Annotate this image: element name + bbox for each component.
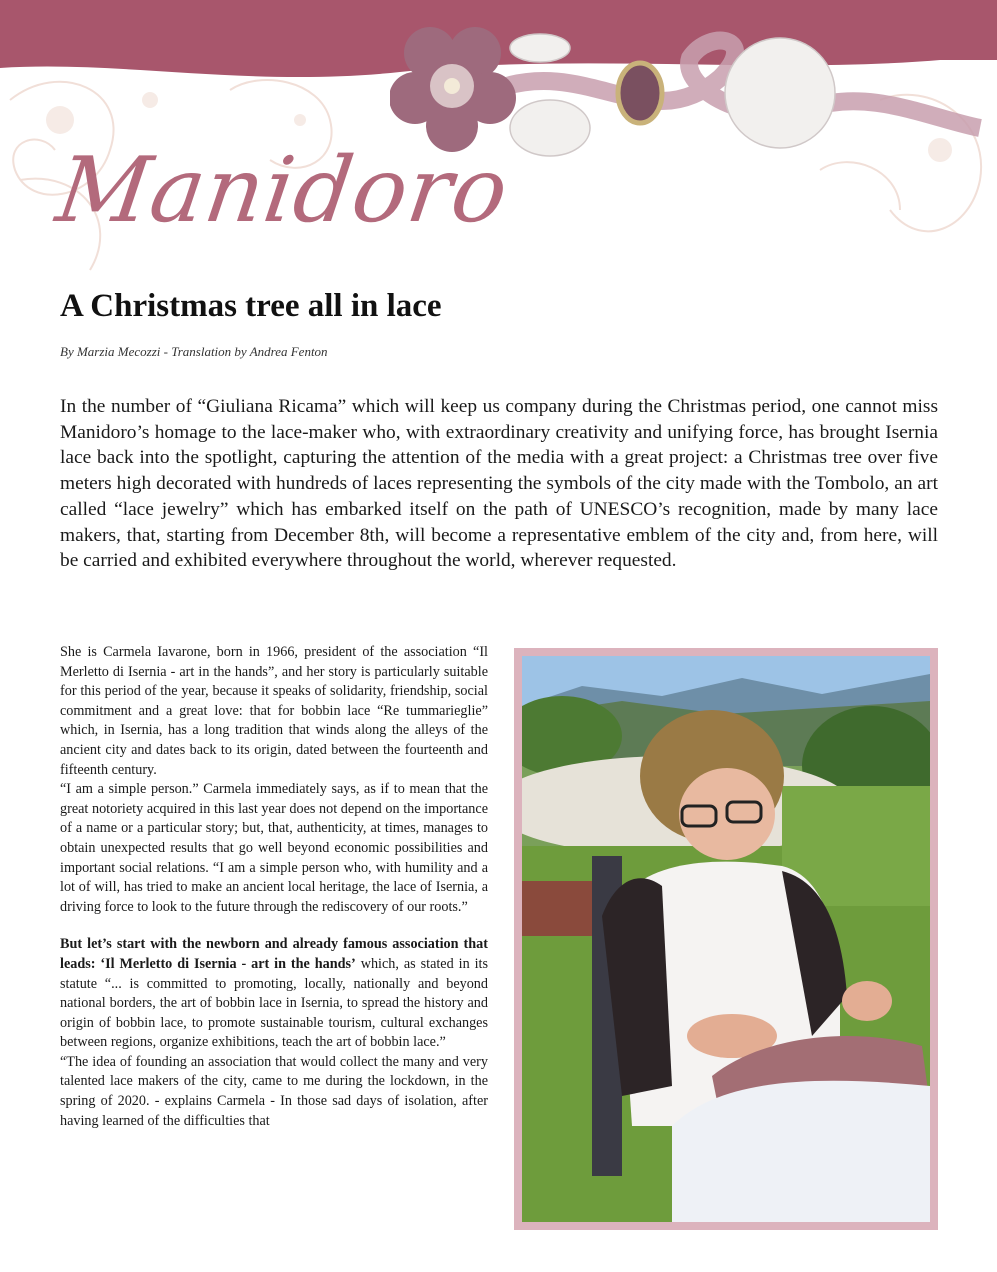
paragraph-3-rest: which, as stated in its statute “... is committed to promoting, locally, nationally and beyond national borders, the art of bobbin lace in Isernia, to spread the history and origin of bobbin lace, to promote sustainable tourism, cultural exchanges between regions, organize exhibitions, teach the art of bobbin lace.”	[60, 955, 488, 1051]
body-paragraph-3	[60, 935, 488, 1053]
body-paragraph-4: “The idea of founding an association that would collect the many and very talented lace makers of the city, came to me during the lockdown, in the spring of 2020. - explains Carmela - In those sad days of isolation, after having learned of the difficulties that	[60, 1053, 488, 1129]
body-paragraph-2: “I am a simple person.” Carmela immediately says, as if to mean that the great notoriety acquired in this last year does not depend on the importance of a name or a particular story; but, that, authenticity, at times, manages to obtain unexpected results that go well beyond economic possibilities and important social relations. “I am a simple person who, with humility and a lot of will, has tried to make an ancient local heritage, the lace of Isernia, a driving force to look to the future through the rediscovery of our roots.”	[60, 781, 488, 915]
photo-frame	[514, 648, 938, 1230]
article-title: A Christmas tree all in lace	[60, 288, 442, 324]
intro-paragraph: In the number of “Giuliana Ricama” which will keep us company during the Christmas period, one cannot miss Manidoro’s homage to the lace-maker who, with extraordinary creativity and unifying force, has brought Isernia lace back into the spotlight, capturing the attention of the media with a great project: a Christmas tree over five meters high decorated with hundreds of laces representing the symbols of the city made with the Tombolo, an art called “lace jewelry” which has embarked itself on the path of UNESCO’s recognition, made by many lace makers, that, starting from December 8th, will become a representative emblem of the city and, from here, will be carried and exhibited everywhere throughout the world, wherever requested.	[60, 396, 938, 572]
body-paragraph-1: She is Carmela Iavarone, born in 1966, president of the association “Il Merletto di Isernia - art in the hands”, and her story is particularly suitable for this period of the year, because it speaks of solidarity, friendship, social commitment and a great love: that for bobbin lace “Re tummarieglie” which, in Isernia, has a long tradition that winds along the alleys of the ancient city and dates back to its origin, dated between the fourteenth and fifteenth century.	[60, 644, 488, 778]
body-column	[60, 643, 488, 1131]
paragraph-3-lead: But let’s start with the newborn and already famous association that leads: ‘Il Merletto di Isernia - art in the hands’	[60, 936, 488, 972]
lace-maker-photo	[522, 656, 930, 1222]
magazine-logo: Manidoro	[50, 138, 515, 243]
article-byline: By Marzia Mecozzi - Translation by Andrea Fenton	[60, 344, 328, 359]
